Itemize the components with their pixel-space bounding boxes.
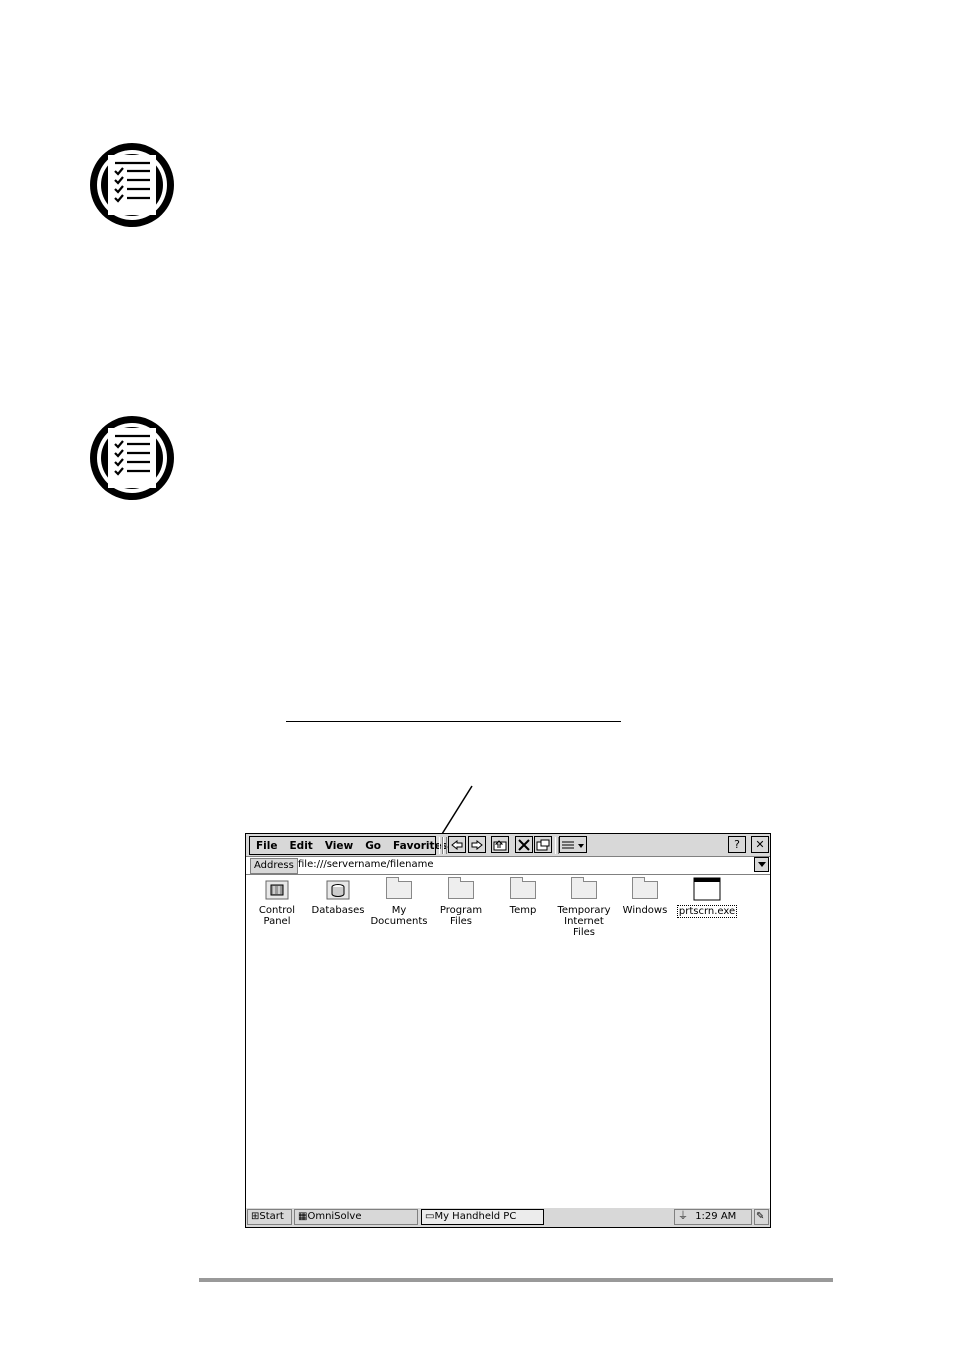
folder-icon [570,877,598,901]
taskbar-item-my-handheld-pc[interactable] [421,1209,544,1225]
list-item[interactable] [307,875,369,916]
item-label: Temporary Internet Files [557,905,611,938]
forward-button[interactable] [468,836,486,853]
explorer-window [245,833,771,1228]
list-item[interactable] [614,875,676,916]
pencil-icon: ✎ [756,1211,765,1222]
chevron-down-icon [758,862,766,867]
properties-icon [536,839,550,851]
taskbar-item-label: My Handheld PC [434,1211,517,1222]
up-folder-icon [493,839,507,851]
system-tray [674,1209,752,1225]
item-label: Databases [311,905,365,916]
back-button[interactable] [448,836,466,853]
table-icon: ▦ [298,1211,308,1222]
delete-button[interactable] [515,836,533,853]
taskbar-item-omnisolve[interactable] [294,1209,418,1225]
file-list [246,875,770,1209]
toolbar-grip[interactable] [443,837,447,854]
menu-view[interactable]: View [324,839,354,852]
list-item[interactable] [553,875,615,938]
menu-favorites[interactable]: Favorites [393,839,448,852]
command-bar [246,834,770,857]
list-item[interactable] [676,875,738,918]
address-dropdown-button[interactable] [754,857,769,872]
list-item[interactable] [430,875,492,927]
menu-bar [249,836,448,855]
folder-icon [509,877,537,901]
menu-file[interactable]: File [256,839,278,852]
desktop-button[interactable] [754,1209,769,1225]
list-item[interactable] [246,875,308,927]
taskbar-item-label: OmniSolve [307,1211,362,1222]
back-icon [451,840,463,850]
databases-icon [324,877,352,901]
start-icon: ⊞ [251,1211,260,1222]
list-item[interactable] [368,875,430,927]
start-button[interactable] [247,1209,292,1225]
item-label: prtscrn.exe [678,906,736,917]
delete-icon [518,839,530,851]
application-icon [693,877,721,901]
menu-edit[interactable]: Edit [289,839,313,852]
view-list-icon [561,840,585,850]
folder-icon [631,877,659,901]
item-label: Temp [509,905,537,916]
help-button[interactable]: ? [728,836,746,853]
taskbar [246,1207,770,1227]
list-item[interactable] [492,875,554,916]
power-plug-icon: ⏚ [678,1211,688,1222]
address-label: Address [250,858,298,874]
view-button[interactable] [559,836,587,853]
start-label: Start [259,1211,284,1222]
folder-icon [385,877,413,901]
close-button[interactable]: ✕ [751,836,769,853]
item-label: My Documents [370,905,428,927]
control-panel-icon [263,877,291,901]
footer-rule [199,1278,833,1282]
up-folder-button[interactable] [491,836,509,853]
item-label: Control Panel [258,905,296,927]
item-label: Windows [622,905,668,916]
forward-icon [471,840,483,850]
address-bar [246,857,770,875]
folder-icon [447,877,475,901]
clock: 1:29 AM [695,1211,737,1222]
address-input[interactable]: file:///servername/filename [298,859,434,870]
menu-go[interactable]: Go [365,839,382,852]
item-label: Program Files [439,905,483,927]
handheld-pc-icon: ▭ [425,1211,435,1222]
properties-button[interactable] [534,836,552,853]
